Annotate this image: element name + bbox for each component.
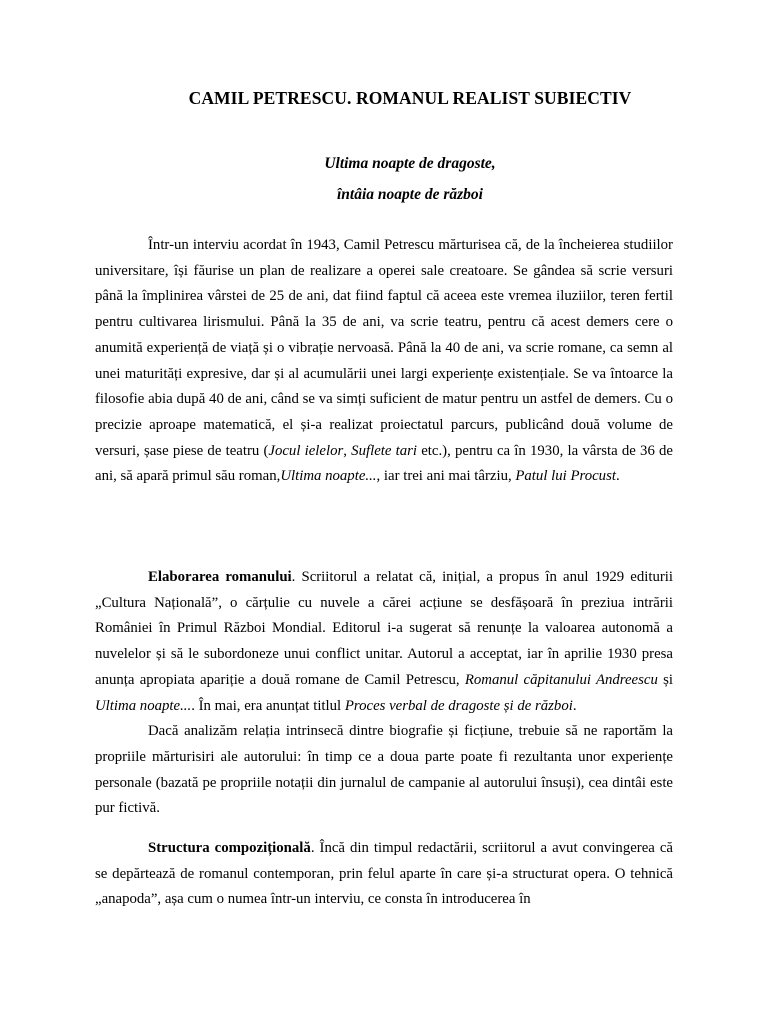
italic-title: Romanul căpitanului Andreescu bbox=[464, 671, 658, 688]
italic-title: Suflete tari bbox=[351, 442, 418, 459]
paragraph-elaboration bbox=[95, 565, 673, 719]
paragraph-intro-text bbox=[95, 233, 673, 490]
paragraph-biography: Dacă analizăm relația intrinsecă dintre biografie și ficțiune, trebuie să ne raportăm la propriile mărturisiri ale autorului: în timp ce a doua parte poate fi rezultanta unor experiențe personale (bazată pe propriile notații din jurnalul de campanie al autorului însuși), cea dintâi este pur fictivă. bbox=[95, 723, 673, 817]
paragraph-text: . Încă din timpul redactării, scriitorul a avut convingerea că se depărtează de romanul contemporan, prin felul aparte în care și-a structurat opera. O tehnică „anapoda”, așa cum o numea într-un interviu, ce consta în introducerea în bbox=[95, 840, 673, 908]
subtitle-line-2: întâia noapte de război bbox=[337, 186, 483, 203]
section-heading-elaboration: Elaborarea romanului bbox=[148, 569, 292, 585]
paragraph-text: . În mai, era anunțat titlul bbox=[191, 697, 345, 714]
paragraph-text: , bbox=[343, 442, 352, 459]
paragraph-text: . bbox=[572, 697, 577, 714]
paragraph-text: . bbox=[615, 468, 620, 485]
subtitle-line-1: Ultima noapte de dragoste, bbox=[324, 155, 496, 172]
paragraph-text: Într-un interviu acordat în 1943, Camil Petrescu mărturisea că, de la încheierea studiilor universitare, își făurise un plan de realizare a operei sale creatoare. Se gândea să scrie versuri până la împlinirea vârstei de 25 de ani, dat fiind faptul că aceea este vremea iluziilor, teren fertil pentru cultivarea lirismului. Până la 35 de ani, va scrie teatru, pentru că acest demers cere o anumită experiență de viață și o vibrație nervoasă. Până la 40 de ani, va scrie romane, ca semn al unei maturități expresive, dar și al acumulării unei largi experiențe existențiale. Se va întoarce la filosofie abia după 40 de ani, când se va simți suficient de matur pentru un astfel de demers. Cu o precizie aproape matematică, el și-a realizat proiectatul parcurs, publicând două volume de versuri, șase piese de teatru ( bbox=[95, 237, 673, 459]
page-title: CAMIL PETRESCU. ROMANUL REALIST SUBIECTIV bbox=[188, 88, 632, 108]
italic-title: Patul lui Procust bbox=[515, 468, 616, 485]
paragraph-text: , iar trei ani mai târziu, bbox=[376, 468, 516, 485]
italic-title: Proces verbal de dragoste și de război bbox=[344, 697, 573, 714]
section-heading-structure: Structura compozițională bbox=[148, 840, 311, 856]
paragraph-structure bbox=[95, 836, 673, 913]
paragraph-text: . Scriitorul a relatat că, inițial, a propus în anul 1929 editurii „Cultura Națională”, o cărțulie cu nuvele a cărei acțiune se desfășoară în preziua intrării României în Primul Război Mondial. Editorul i-a sugerat să renunțe la valoarea autonomă a nuvelelor și să le subordoneze unui conflict unitar. Autorul a acceptat, iar în aprilie 1930 presa anunța apropiata apariție a două romane de Camil Petrescu, bbox=[95, 569, 673, 688]
paragraph-text: etc.), pentru ca în 1930, la vârsta de 36 de ani, să apară primul său roman, bbox=[95, 442, 674, 485]
section-structure bbox=[95, 836, 673, 913]
paragraph-text: și bbox=[657, 671, 673, 688]
paragraph-intro bbox=[95, 233, 673, 490]
italic-title: Jocul ielelor bbox=[268, 442, 344, 459]
italic-title: Ultima noapte... bbox=[280, 468, 377, 485]
italic-title: Ultima noapte... bbox=[95, 697, 192, 714]
section-elaboration bbox=[95, 565, 673, 822]
